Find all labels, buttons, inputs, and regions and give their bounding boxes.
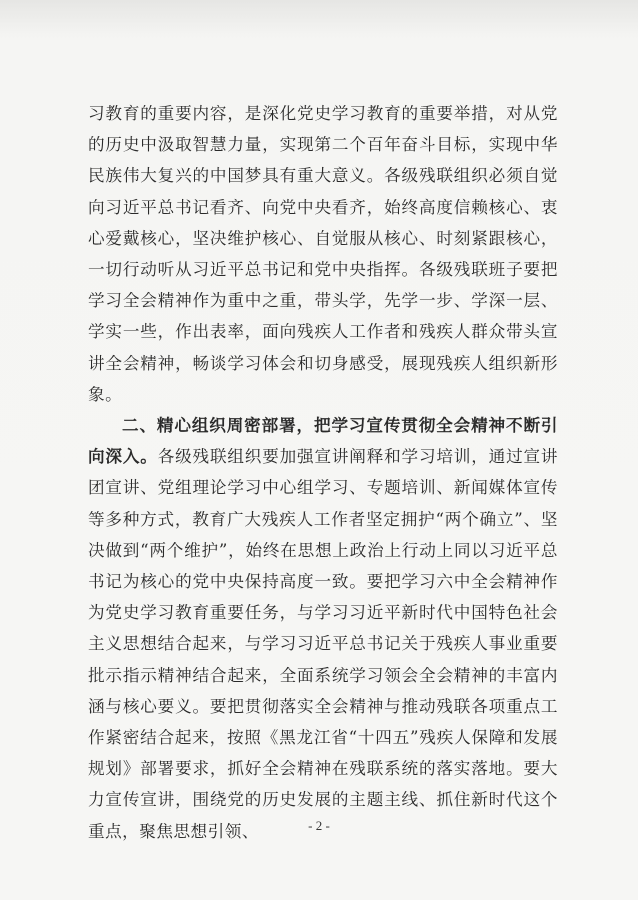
paragraph-1: 习教育的重要内容，是深化党史学习教育的重要举措，对从党的历史中汲取智慧力量，实现第二个百年奋斗目标，实现中华民族伟大复兴的中国梦具有重大意义。各级残联组织必须自觉向习近平总书记看齐、向党中央看齐，始终高度信赖核心、衷心爱戴核心，坚决维护核心、自觉服从核心、时刻紧跟核心，一切行动听从习近平总书记和党中央指挥。各级残联班子要把学习全会精神作为重中之重，带头学，先学一步、学深一层、学实一些，作出表率，面向残疾人工作者和残疾人群众带头宣讲全会精神，畅谈学习体会和切身感受，展现残疾人组织新形象。 (88, 104, 558, 404)
document-body (88, 98, 558, 847)
paragraph-2 (88, 410, 558, 847)
scan-shadow (0, 0, 638, 36)
section-heading: 二、精心组织周密部署，把学习宣传贯彻全会精神不断引向深入。 (88, 416, 558, 467)
section-body: 各级残联组织要加强宣讲阐释和学习培训，通过宣讲团宣讲、党组理论学习中心组学习、专题培训、新闻媒体宣传等多种方式，教育广大残疾人工作者坚定拥护“两个确立”、坚决做到“两个维护”，始终在思想上政治上行动上同以习近平总书记为核心的党中央保持高度一致。要把学习六中全会精神作为党史学习教育重要任务，与学习习近平新时代中国特色社会主义思想结合起来，与学习习近平总书记关于残疾人事业重要批示指示精神结合起来，全面系统学习领会全会精神的丰富内涵与核心要义。要把贯彻落实全会精神与推动残联各项重点工作紧密结合起来，按照《黑龙江省“十四五”残疾人保障和发展规划》部署要求，抓好全会精神在残联系统的落实落地。要大力宣传宣讲，围绕党的历史发展的主题主线、抓住新时代这个重点，聚焦思想引领、 (88, 447, 559, 841)
page-number: - 2 - (308, 818, 330, 833)
